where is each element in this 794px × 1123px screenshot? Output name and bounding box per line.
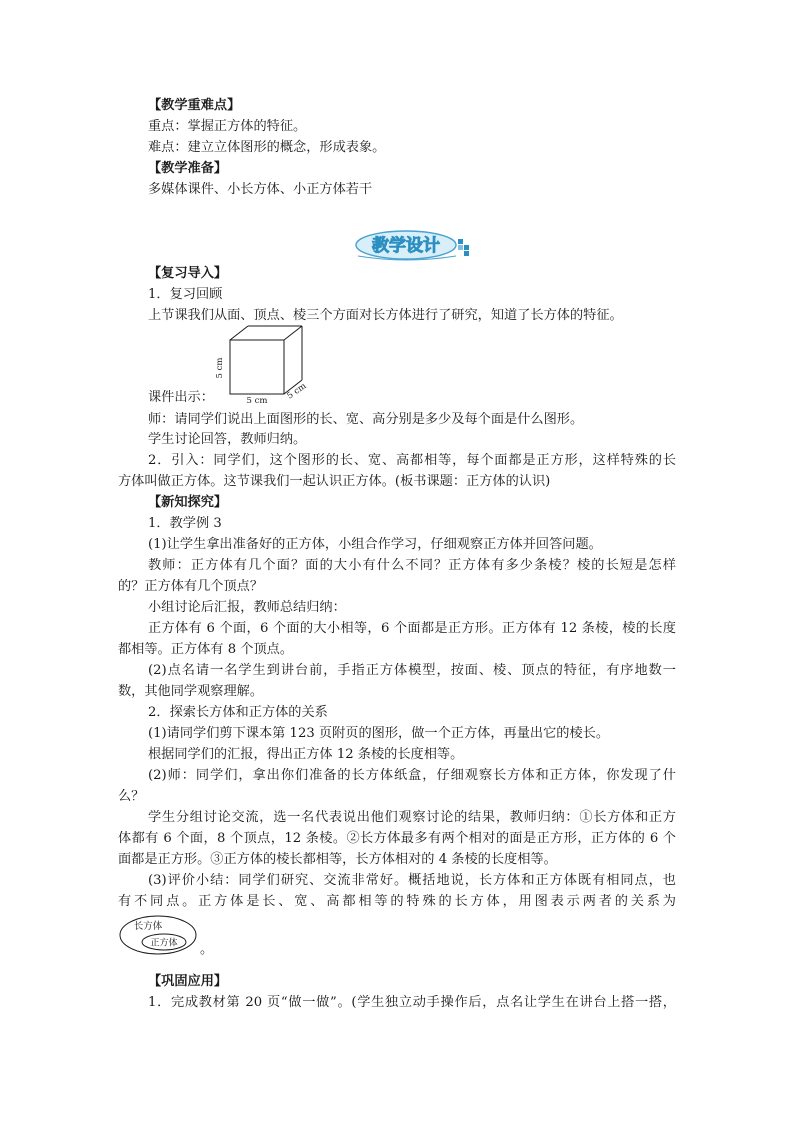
relation-step1: (1)请同学们剪下课本第 123 页附页的图形，做一个正方体，再量出它的棱长。 [148,726,610,741]
cube-diagram [214,322,324,404]
cube-label-side: 5 cm [285,381,309,402]
intro-line-2: 方体叫做正方体。这节课我们一起认识正方体。(板书课题：正方体的认识) [118,474,551,489]
cube-label-bottom: 5 cm [246,396,268,404]
section-heading-apply: 【巩固应用】 [148,974,228,989]
cube-label-left: 5 cm [215,357,225,379]
teaching-design-banner [352,228,474,262]
summary-line-2: 都相等。正方体有 8 个顶点。 [118,642,294,657]
section-heading-review: 【复习导入】 [148,266,228,281]
courseware-text: 课件出示： [148,390,214,405]
intro-line-1: 2．引入：同学们，这个图形的长、宽、高都相等，每个面都是正方形，这样特殊的长 [148,453,676,468]
section-heading-preparation: 【教学准备】 [148,161,228,176]
banner-text: 教学设计 [372,236,440,256]
example3-step2-line-2: 数，其他同学观察理解。 [118,684,264,699]
venn-sentence-end: 。 [200,942,214,957]
relation-result-line-2: 体都有 6 个面，8 个顶点，12 条棱。②长方体最多有两个相对的面是正方形，正方体的 6 个 [118,831,676,846]
relation-title: 2．探索长方体和正方体的关系 [148,705,328,720]
example3-step1: (1)让学生拿出准备好的正方体，小组合作学习，仔细观察正方体并回答问题。 [148,537,602,552]
evaluation-line-2: 有不同点。正方体是长、宽、高都相等的特殊的长方体，用图表示两者的关系为 [118,894,676,909]
venn-outer-label: 长方体 [133,921,163,932]
banner-deco-square [458,239,463,244]
evaluation-line-1: (3)评价小结：同学们研究、交流非常好。概括地说，长方体和正方体既有相同点，也 [148,873,676,888]
review-item1-title: 1．复习回顾 [148,287,223,302]
cube-figure [214,322,324,404]
banner-deco-square [458,245,463,250]
banner-deco-square [464,251,469,256]
section-heading-focus: 【教学重难点】 [148,98,241,113]
teacher-questions-line-1: 教师：正方体有几个面？面的大小有什么不同？正方体有多少条棱？棱的长短是怎样 [148,558,676,573]
difficulty-text: 难点：建立立体图形的概念，形成表象。 [148,140,386,155]
venn-inner-label: 正方体 [150,938,178,949]
example3-title: 1．教学例 3 [148,516,222,531]
discussion-text: 学生讨论回答，教师归纳。 [148,432,307,447]
section-heading-explore: 【新知探究】 [148,495,228,510]
key-point-text: 重点：掌握正方体的特征。 [148,119,307,134]
relation-step2-line-2: 么？ [118,789,145,804]
materials-text: 多媒体课件、小长方体、小正方体若干 [148,182,373,197]
relation-step2-line-1: (2)师：同学们，拿出你们准备的长方体纸盒，仔细观察长方体和正方体，你发现了什 [148,768,676,783]
review-item1-text: 上节课我们从面、顶点、棱三个方面对长方体进行了研究，知道了长方体的特征。 [148,308,623,323]
venn-diagram [118,914,200,956]
teacher-questions-line-2: 的？正方体有几个顶点？ [118,579,264,594]
relation-result-line-1: 学生分组讨论交流，选一名代表说出他们观察讨论的结果，教师归纳：①长方体和正方 [148,810,676,825]
teacher-question-text: 师：请同学们说出上面图形的长、宽、高分别是多少及每个面是什么图形。 [148,412,584,427]
group-report-text: 小组讨论后汇报，教师总结归纳： [148,600,346,615]
summary-line-1: 正方体有 6 个面，6 个面的大小相等，6 个面都是正方形。正方体有 12 条棱，棱的长度 [148,621,676,636]
apply-item1-line-1: 1．完成教材第 20 页“做一做”。(学生独立动手操作后，点名让学生在讲台上搭一搭， [148,995,676,1010]
banner-deco-square [464,245,469,250]
venn-graphic [118,914,200,956]
relation-step1-result: 根据同学们的汇报，得出正方体 12 条棱的长度相等。 [148,747,464,762]
relation-result-line-3: 面都是正方形。③正方体的棱长都相等，长方体相对的 4 条棱的长度相等。 [118,852,557,867]
example3-step2-line-1: (2)点名请一名学生到讲台前，手指正方体模型，按面、棱、顶点的特征，有序地数一 [148,663,676,678]
banner-graphic [352,228,474,262]
